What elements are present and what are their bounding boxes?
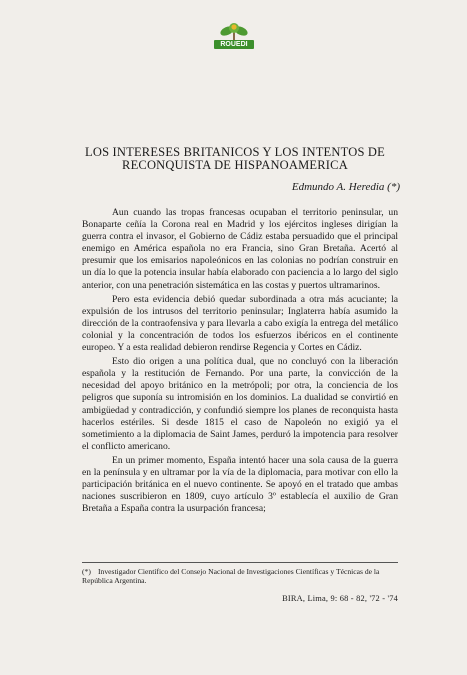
body-paragraph: Esto dio origen a una política dual, que no concluyó con la liberación española y la restitución de Fernando. Por una parte, la convicción de la necesidad del apoyo británico en la metrópoli; por otra, la conciencia de los peligros que suponía su intromisión en los dominios. La dualidad se convirtió en ambigüedad y contradicción, y confundió siempre los planes de reconquista hasta hacerlos estériles. Si desde 1815 el caso de Napoleón no exigió ya el sometimiento a la diplomacia de Saint James, perduró la impotencia para resolver el conflicto americano. bbox=[82, 356, 398, 452]
footnote-divider bbox=[82, 562, 398, 563]
author-footnote bbox=[82, 567, 398, 585]
article-body bbox=[82, 207, 398, 517]
journal-citation: BIRA, Lima, 9: 68 - 82, '72 - '74 bbox=[282, 594, 398, 603]
article-author: Edmundo A. Heredia (*) bbox=[291, 181, 400, 193]
article-title bbox=[40, 146, 430, 172]
publisher-logo bbox=[214, 22, 254, 50]
logo-wordmark: ROUEDI bbox=[214, 40, 254, 49]
title-line: LOS INTERESES BRITANICOS Y LOS INTENTOS DE bbox=[85, 145, 385, 159]
body-paragraph: Aun cuando las tropas francesas ocupaban el territorio peninsular, un Bonaparte ceñía la Corona real en Madrid y los ejércitos ingleses dirigían la guerra contra el invasor, el Gobierno de Cádiz estaba persuadido que el principal enemigo en América española no era Francia, sino Gran Bretaña. Acertó al presumir que los emisarios napoleónicos en las colonias no podrían construir en un día lo que la potencia insular había elaborado con paciencia a lo largo del siglo anterior, con una penetración sistemática en las costas y puertos ultramarinos. bbox=[82, 207, 398, 291]
body-paragraph: Pero esta evidencia debió quedar subordinada a otra más acuciante; la expulsión de los intrusos del territorio peninsular; Inglaterra había asumido la dirección de la contraofensiva y para llevarla a cabo exigía la entrega del metálico colonial y la concentración de todos los esfuerzos ibéricos en el continente europeo. Y a esta realidad debieron rendirse Regencia y Cortes en Cádiz. bbox=[82, 293, 398, 354]
title-line: RECONQUISTA DE HISPANOAMERICA bbox=[122, 158, 348, 172]
footnote-mark: (*) bbox=[82, 567, 91, 576]
body-paragraph: En un primer momento, España intentó hacer una sola causa de la guerra en la península y en ultramar por la vía de la diplomacia, para motivar con ello la participación británica en el nuevo continente. Se apoyó en el tratado que ambas naciones suscribieron en 1809, cuyo artículo 3º establecía el auxilio de Gran Bretaña a España contra la usurpación francesa; bbox=[82, 454, 398, 515]
tree-leaf-logo-icon bbox=[214, 22, 254, 42]
footnote-text: Investigador Científico del Consejo Nacional de Investigaciones Científicas y Técnicas de la República Argentina. bbox=[82, 567, 380, 585]
